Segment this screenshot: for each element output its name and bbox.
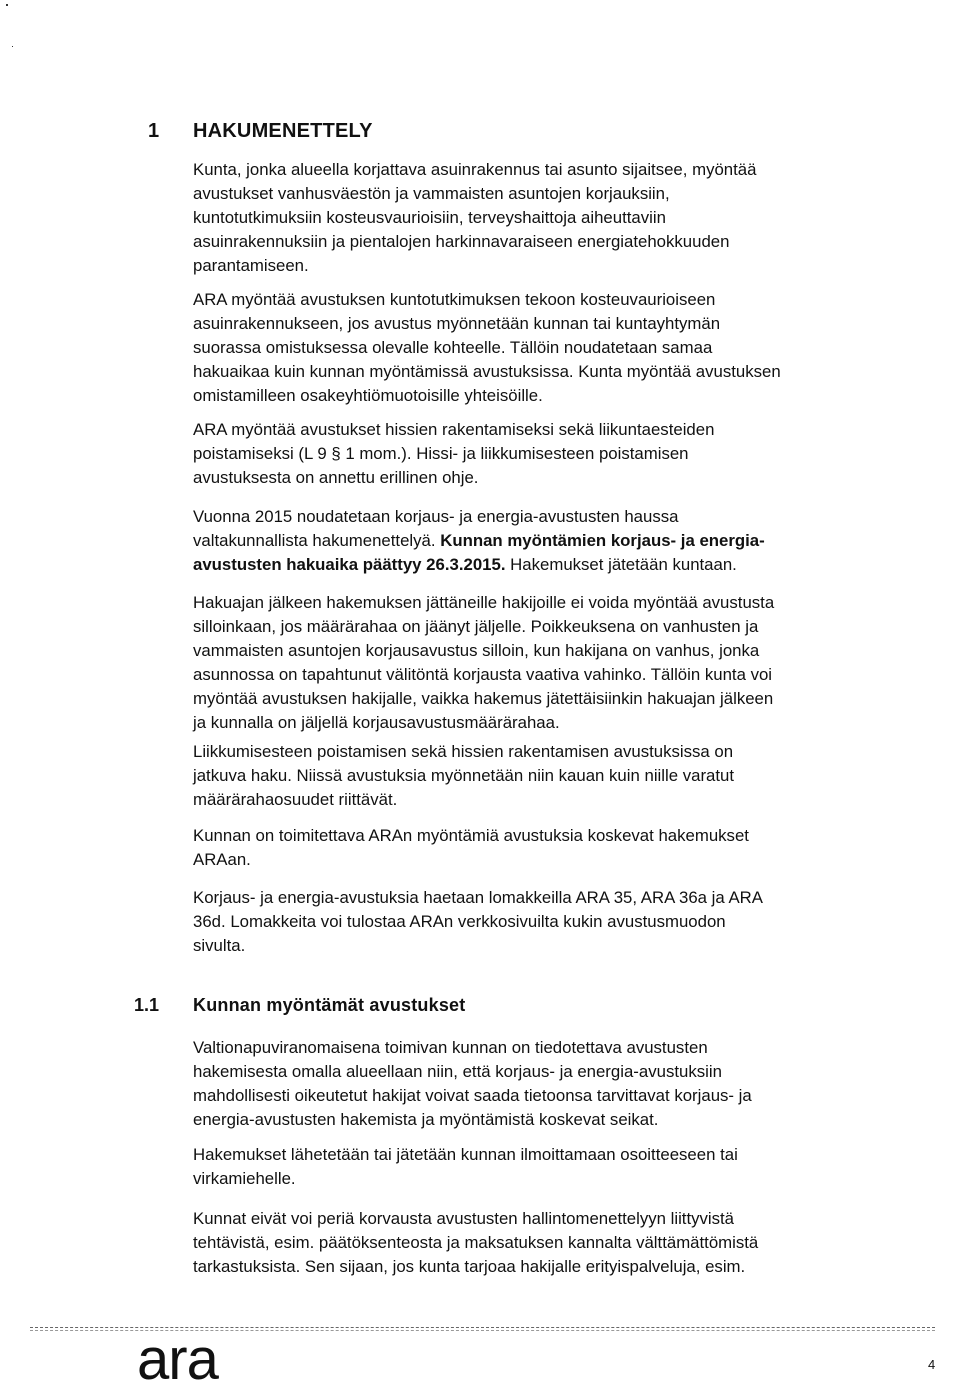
scan-speck [12,46,13,47]
text-line: Hakuajan jälkeen hakemuksen jättäneille hakijoille ei voida myöntää avustusta [193,593,775,612]
text-line: Hakemukset lähetetään tai jätetään kunnan ilmoittamaan osoitteeseen tai [193,1145,738,1164]
text-line [193,529,883,553]
heading-number: 1 [148,120,160,142]
text-line: avustukset vanhusväestön ja vammaisten asuntojen korjauksiin, [193,184,670,203]
text-line: ARA myöntää avustukset hissien rakentamiseksi sekä liikuntaesteiden [193,420,715,439]
text-normal: Hakemukset jätetään kuntaan. [505,555,737,574]
text-line: parantamiseen. [193,256,309,275]
text-line: poistamiseksi (L 9 § 1 mom.). Hissi- ja liikkumisesteen poistamisen [193,444,689,463]
text-line: sivulta. [193,936,246,955]
text-line: tehtävistä, esim. päätöksenteosta ja maksatuksen kannalta välttämättömistä [193,1233,759,1252]
paragraph-application-period-2015 [193,505,883,577]
text-line: määrärahaosuudet riittävät. [193,790,398,809]
text-line: energia-avustusten hakemista ja myöntämistä koskevat seikat. [193,1110,659,1129]
text-line: myöntää avustuksen hakijalle, vaikka hakemus jätettäisiinkin hakuajan jälkeen [193,689,774,708]
paragraph-continuous-application [193,740,883,812]
text-line: tarkastuksista. Sen sijaan, jos kunta tarjoaa hakijalle erityispalveluja, esim. [193,1257,746,1276]
text-line: avustuksesta on annettu erillinen ohje. [193,468,479,487]
text-line: ARAan. [193,850,251,869]
text-line: Korjaus- ja energia-avustuksia haetaan lomakkeilla ARA 35, ARA 36a ja ARA [193,888,763,907]
paragraph-submit-applications [193,1143,883,1191]
text-line: Liikkumisesteen poistamisen sekä hissien rakentamisen avustuksissa on [193,742,734,761]
text-line: kuntotutkimuksiin kosteusvaurioisiin, terveyshaittoja aiheuttaviin [193,208,666,227]
text-line: Valtionapuviranomaisena toimivan kunnan on tiedotettava avustusten [193,1038,708,1057]
paragraph-municipal-grants [193,158,883,278]
text-line: Kunta, jonka alueella korjattava asuinrakennus tai asunto sijaitsee, myöntää [193,160,757,179]
heading-title: HAKUMENETTELY [193,120,373,142]
text-line [193,553,883,577]
subheading-title: Kunnan myöntämät avustukset [193,995,466,1015]
text-line: mahdollisesti oikeutetut hakijat voivat saada tietoonsa tarvittavat korjaus- ja [193,1086,752,1105]
text-line: asuinrakennuksiin ja pientalojen harkinnavaraiseen energiatehokkuuden [193,232,730,251]
text-line: suorassa omistuksessa olevalle kohteelle. Tällöin noudatetaan samaa [193,338,713,357]
text-bold: avustusten hakuaika päättyy 26.3.2015. [193,555,506,574]
text-line: Kunnat eivät voi periä korvausta avustusten hallintomenettelyyn liittyvistä [193,1209,735,1228]
paragraph-municipal-info [193,1036,883,1132]
text-line: 36d. Lomakkeita voi tulostaa ARAn verkkosivuilta kukin avustusmuodon [193,912,726,931]
paragraph-no-fees [193,1207,883,1279]
text-line: ARA myöntää avustuksen kuntotutkimuksen tekoon kosteuvaurioiseen [193,290,716,309]
subheading-number: 1.1 [134,995,160,1015]
text-bold: Kunnan myöntämien korjaus- ja energia- [440,531,765,550]
paragraph-ara-elevators [193,418,883,490]
text-line: ja kunnalla on jäljellä korjausavustusmäärärahaa. [193,713,560,732]
paragraph-submit-to-ara [193,824,883,872]
text-line: asunnossa on tapahtunut välitöntä korjausta vaativa vahinko. Tällöin kunta voi [193,665,773,684]
text-line: Vuonna 2015 noudatetaan korjaus- ja energia-avustusten haussa [193,507,679,526]
text-line: Kunnan on toimitettava ARAn myöntämiä avustuksia koskevat hakemukset [193,826,749,845]
text-line: hakuaikaa kuin kunnan myöntämissä avustuksissa. Kunta myöntää avustuksen [193,362,781,381]
paragraph-forms [193,886,883,958]
paragraph-after-deadline [193,591,883,735]
scan-speck [6,4,8,6]
text-line: vammaisten asuntojen korjausavustus silloin, kun hakijana on vanhus, jonka [193,641,760,660]
text-line: silloinkaan, jos määrärahaa on jäänyt jäljelle. Poikkeuksena on vanhusten ja [193,617,759,636]
paragraph-ara-condition-survey [193,288,883,408]
text-line: asuinrakennukseen, jos avustus myönnetään kunnan tai kuntayhtymän [193,314,721,333]
ara-logo: ara [137,1327,218,1392]
text-line: virkamiehelle. [193,1169,296,1188]
text-line: omistamilleen osakeyhtiömuotoisille yhteisöille. [193,386,543,405]
page-number: 4 [928,1357,936,1372]
text-line: jatkuva haku. Niissä avustuksia myönnetään niin kauan kuin niille varatut [193,766,735,785]
text-normal: valtakunnallista hakumenettelyä. [193,531,441,550]
text-line: hakemisesta omalla alueellaan niin, että korjaus- ja energia-avustuksiin [193,1062,722,1081]
